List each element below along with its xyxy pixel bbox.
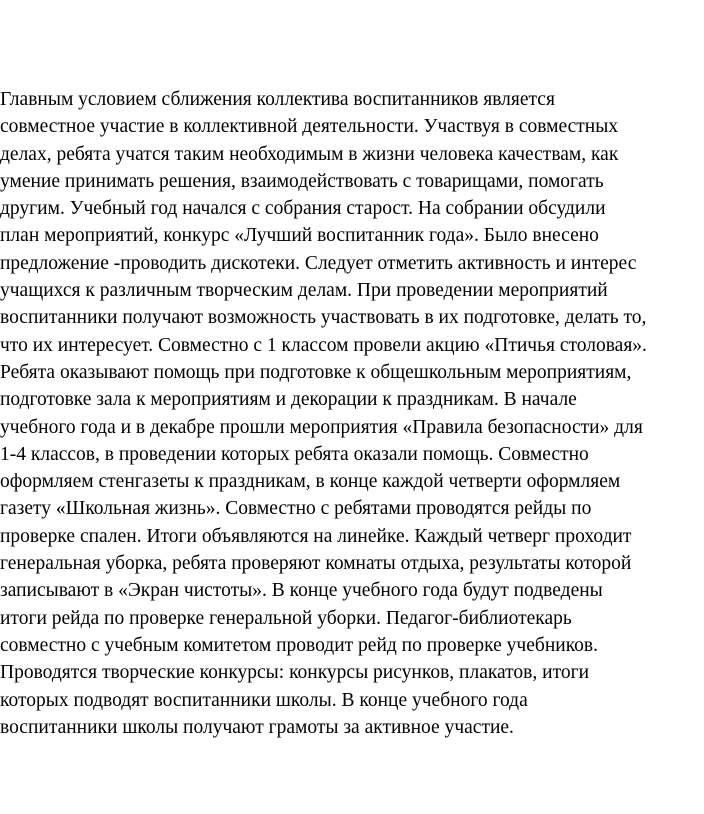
paragraph-line: подготовке зала к мероприятиям и декорации к праздникам. В начале — [0, 389, 577, 411]
paragraph-line: делах, ребята учатся таким необходимым в жизни человека качествам, как — [0, 143, 619, 165]
paragraph-line: оформляем стенгазеты к праздникам, в конце каждой четверти оформляем — [0, 471, 621, 493]
paragraph-line: совместно с учебным комитетом проводит рейд по проверке учебников. — [0, 634, 599, 656]
paragraph-line: умение принимать решения, взаимодействовать с товарищами, помогать — [0, 170, 604, 192]
paragraph-line: генеральная уборка, ребята проверяют комнаты отдыха, результаты которой — [0, 553, 632, 575]
paragraph-line: совместное участие в коллективной деятельности. Участвуя в совместных — [0, 116, 619, 138]
paragraph-line: проверке спален. Итоги объявляются на линейке. Каждый четверг проходит — [0, 525, 632, 547]
paragraph-line: газету «Школьная жизнь». Совместно с ребятами проводятся рейды по — [0, 498, 592, 520]
paragraph-line: что их интересует. Совместно с 1 классом провели акцию «Птичья столовая». — [0, 334, 647, 356]
paragraph-line: итоги рейда по проверке генеральной уборки. Педагог-библиотекарь — [0, 607, 572, 629]
paragraph-line: план мероприятий, конкурс «Лучший воспитанник года». Было внесено — [0, 225, 599, 247]
paragraph-line: учебного года и в декабре прошли мероприятия «Правила безопасности» для — [0, 416, 643, 438]
paragraph-line: которых подводят воспитанники школы. В конце учебного года — [0, 689, 528, 711]
paragraph-line: предложение -проводить дискотеки. Следует отметить активность и интерес — [0, 252, 637, 274]
paragraph-line: воспитанники получают возможность участвовать в их подготовке, делать то, — [0, 307, 647, 329]
paragraph-line: Главным условием сближения коллектива воспитанников является — [0, 89, 555, 110]
paragraph-line: 1-4 классов, в проведении которых ребята оказали помощь. Совместно — [0, 443, 589, 465]
body-paragraph — [0, 86, 704, 741]
paragraph-line: записывают в «Экран чистоты». В конце учебного года будут подведены — [0, 580, 603, 602]
paragraph-line: воспитанники школы получают грамоты за активное участие. — [0, 716, 514, 738]
paragraph-line: Проводятся творческие конкурсы: конкурсы рисунков, плакатов, итоги — [0, 662, 590, 684]
paragraph-line: Ребята оказывают помощь при подготовке к общешкольным мероприятиям, — [0, 361, 632, 383]
paragraph-line: другим. Учебный год начался с собрания старост. На собрании обсудили — [0, 198, 606, 220]
paragraph-line: учащихся к различным творческим делам. При проведении мероприятий — [0, 280, 608, 302]
